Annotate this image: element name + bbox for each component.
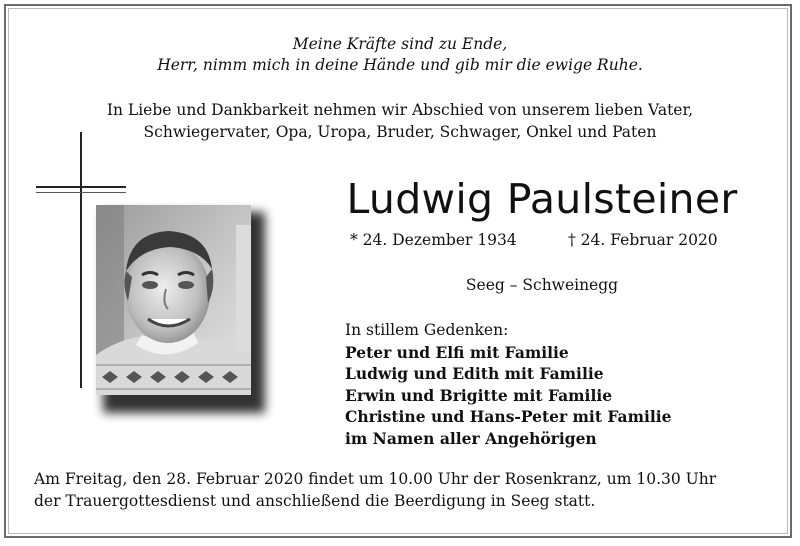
mourner-item: Peter und Elfi mit Familie	[345, 342, 569, 362]
death-date: † 24. Februar 2020	[568, 231, 718, 249]
hometown: Seeg – Schweinegg	[465, 276, 619, 294]
cross-bar-bottom	[36, 192, 126, 193]
service-info-line-1: Am Freitag, den 28. Februar 2020 findet um 10.00 Uhr der Rosenkranz, um 10.30 Uhr	[34, 470, 717, 488]
cross-bar-top	[36, 186, 126, 188]
mourners-list	[345, 320, 672, 449]
mourner-item: Erwin und Brigitte mit Familie	[345, 385, 613, 405]
verse	[0, 34, 800, 76]
portrait-photo	[96, 205, 251, 395]
intro-line-1: In Liebe und Dankbarkeit nehmen wir Abschied von unserem lieben Vater,	[106, 101, 694, 119]
verse-line-2: Herr, nimm mich in deine Hände und gib mir die ewige Ruhe.	[157, 56, 643, 74]
intro-text	[0, 99, 800, 143]
cross-icon	[80, 132, 82, 388]
deceased-name: Ludwig Paulsteiner	[346, 175, 738, 223]
mourner-item: Christine und Hans-Peter mit Familie	[345, 407, 672, 426]
birth-date: * 24. Dezember 1934	[350, 231, 517, 249]
verse-line-1: Meine Kräfte sind zu Ende,	[292, 35, 508, 53]
mourner-item: Ludwig und Edith mit Familie	[345, 364, 604, 383]
service-info	[34, 468, 774, 512]
service-info-line-2: der Trauergottesdienst und anschließend die Beerdigung in Seeg statt.	[34, 492, 596, 510]
mourner-item: im Namen aller Angehörigen	[345, 428, 597, 448]
mourners-heading: In stillem Gedenken:	[345, 321, 509, 339]
intro-line-2: Schwiegervater, Opa, Uropa, Bruder, Schwager, Onkel und Paten	[143, 123, 657, 141]
